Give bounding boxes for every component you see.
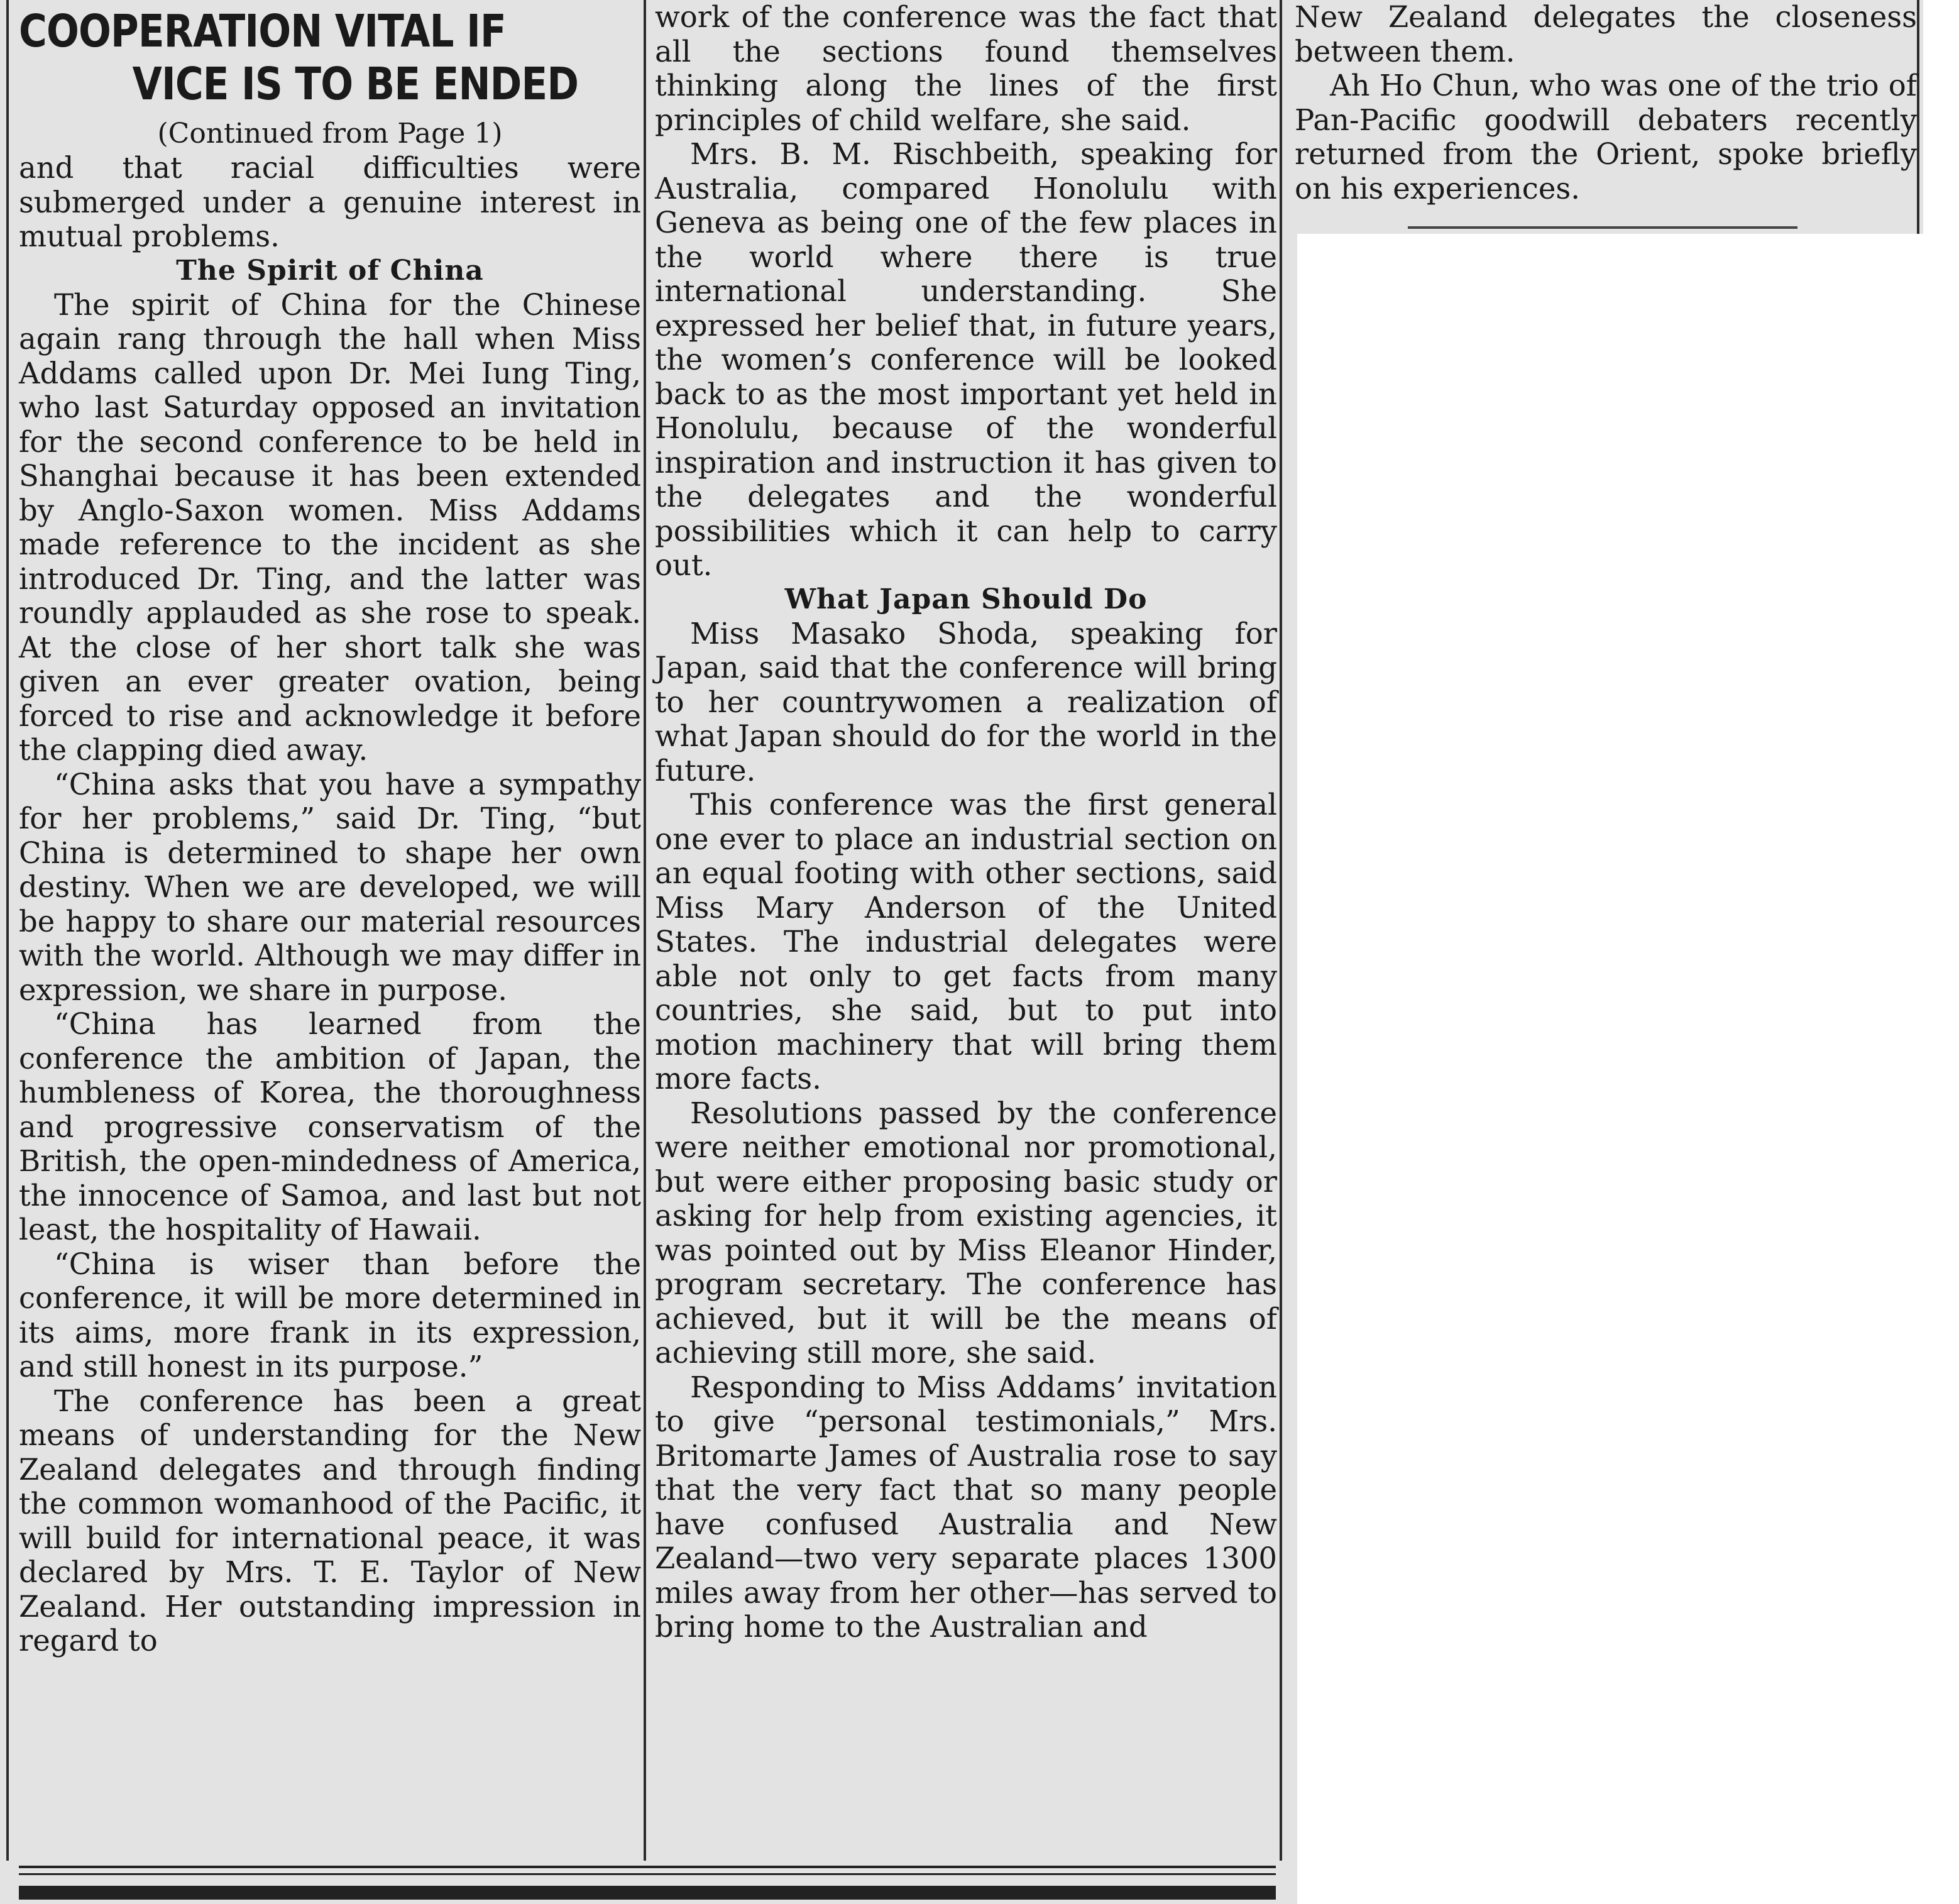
paragraph: New Zealand delegates the closeness between them.: [1295, 0, 1917, 69]
paragraph: Ah Ho Chun, who was one of the trio of Pan-Pacific goodwill debaters recently returned from the Orient, spoke briefly on his experiences.: [1295, 69, 1917, 206]
paragraph: Miss Masako Shoda, speaking for Japan, said that the conference will bring to her countrywomen a realization of what Japan should do for the world in the future.: [655, 616, 1277, 788]
article-column-2: [655, 0, 1277, 1644]
headline-line-1: COOPERATION VITAL IF: [19, 5, 506, 57]
column-rule-1: [644, 0, 646, 1861]
continued-notice: (Continued from Page 1): [157, 118, 503, 150]
paragraph: The spirit of China for the Chinese again rang through the hall when Miss Addams called upon Dr. Mei Iung Ting, who last Saturday opposed an invitation for the second conference to be held in Shanghai because it has been extended by Anglo-Saxon women. Miss Addams made reference to the incident as she introduced Dr. Ting, and the latter was roundly applauded as she rose to speak. At the close of her short talk she was given an ever greater ovation, being forced to rise and acknowledge it before the clapping died away.: [19, 287, 641, 767]
column-1-body: [19, 151, 641, 1658]
footer-rule-thin-2: [19, 1873, 1276, 1875]
right-border-rule: [1917, 0, 1919, 234]
paragraph: work of the conference was the fact that all the sections found themselves thinking along the lines of the first principles of child welfare, she said.: [655, 0, 1277, 137]
column-3-body: [1295, 0, 1917, 206]
headline-line-2: VICE IS TO BE ENDED: [132, 58, 579, 110]
left-border-rule: [6, 0, 9, 1861]
paragraph: “China is wiser than before the conference, it will be more determined in its aims, more frank in its expression, and still honest in its purpose.”: [19, 1246, 641, 1384]
end-of-article-rule: [1408, 226, 1797, 229]
paragraph: The conference has been a great means of understanding for the New Zealand delegates and through finding the common womanhood of the Pacific, it will build for international peace, it was declared by Mrs. T. E. Taylor of New Zealand. Her outstanding impression in regard to: [19, 1384, 641, 1658]
paragraph: Responding to Miss Addams’ invitation to give “personal testimonials,” Mrs. Britomarte James of Australia rose to say that the very fact that so many people have confused Australia and New Zealand—two very separate places 1300 miles away from her other—has served to bring home to the Australian and: [655, 1370, 1277, 1644]
article-column-1: [19, 0, 641, 1658]
paragraph: “China has learned from the conference the ambition of Japan, the humbleness of Korea, the thoroughness and progressive conservatism of the British, the open-mindedness of America, the innocence of Samoa, and last but not least, the hospitality of Hawaii.: [19, 1007, 641, 1246]
article-column-3: [1295, 0, 1917, 206]
paragraph: “China asks that you have a sympathy for her problems,” said Dr. Ting, “but China is determined to shape her own destiny. When we are developed, we will be happy to share our material resources with the world. Although we may differ in expression, we share in purpose.: [19, 767, 641, 1007]
paragraph: This conference was the first general one ever to place an industrial section on an equal footing with other sections, said Miss Mary Anderson of the United States. The industrial delegates were able not only to get facts from many countries, she said, but to put into motion machinery that will bring them more facts.: [655, 788, 1277, 1096]
paragraph: Mrs. B. M. Rischbeith, speaking for Australia, compared Honolulu with Geneva as being one of the few places in the world where there is true international understanding. She expressed her belief that, in future years, the women’s conference will be looked back to as the most important yet held in Honolulu, because of the wonderful inspiration and instruction it has given to the delegates and the wonderful possibilities which it can help to carry out.: [655, 137, 1277, 582]
column-rule-2: [1280, 0, 1282, 1861]
paragraph: and that racial difficulties were submerged under a genuine interest in mutual problems.: [19, 151, 641, 253]
footer-rule-thin: [19, 1866, 1276, 1868]
subheading: What Japan Should Do: [784, 583, 1148, 615]
headline: [19, 5, 640, 111]
subheading: The Spirit of China: [176, 254, 484, 287]
column-2-body: [655, 0, 1277, 1644]
paragraph: Resolutions passed by the conference were neither emotional nor promotional, but were either proposing basic study or asking for help from existing agencies, it was pointed out by Miss Eleanor Hinder, program secretary. The conference has achieved, but it will be the means of achieving still more, she said.: [655, 1096, 1277, 1370]
footer-rule-thick: [19, 1886, 1276, 1900]
